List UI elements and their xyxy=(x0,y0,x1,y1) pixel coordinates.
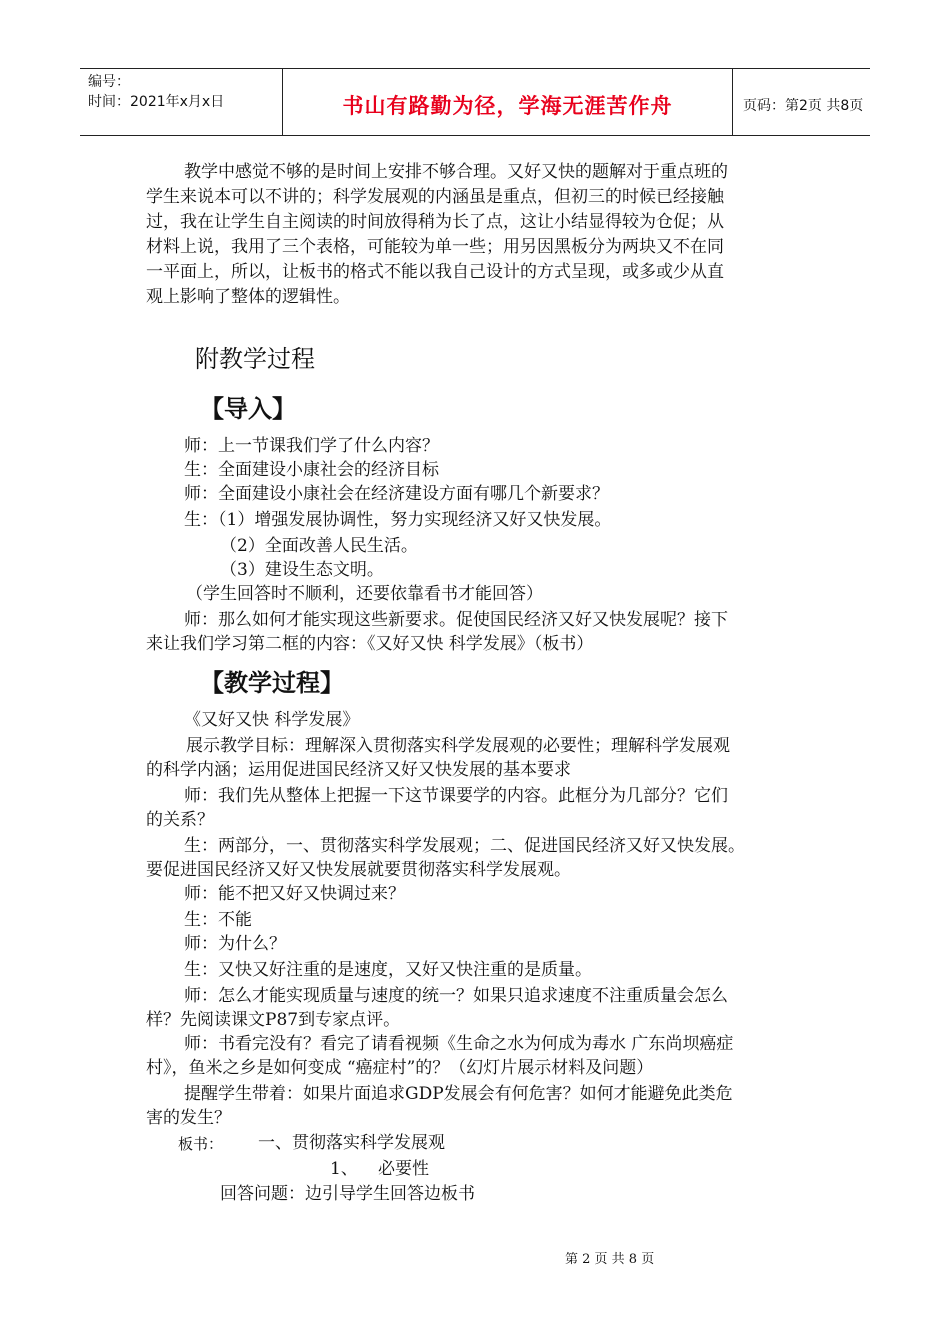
board-sub-text: 必要性 xyxy=(378,1159,429,1179)
dialogue-line: 师：那么如何才能实现这些新要求。促使国民经济又好又快发展呢？接下 xyxy=(184,610,728,630)
board-label: 板书： xyxy=(178,1135,224,1153)
process-line: 样？先阅读课文P87到专家点评。 xyxy=(146,1010,401,1030)
header-page-info: 页码：第2页 共8页 xyxy=(743,98,864,114)
appendix-title: 附教学过程 xyxy=(195,345,315,373)
process-line: 师：书看完没有？看完了请看视频《生命之水为何成为毒水 广东尚坝癌症 xyxy=(184,1034,734,1054)
answer-line: 回答问题：边引导学生回答边板书 xyxy=(220,1184,475,1204)
paragraph-line: 学生来说本可以不讲的；科学发展观的内涵虽是重点，但初三的时候已经接触 xyxy=(146,187,724,207)
dialogue-line: （2）全面改善人民生活。 xyxy=(220,536,418,556)
process-line: 生：又快又好注重的是速度，又好又快注重的是质量。 xyxy=(184,960,592,980)
header-motto: 书山有路勤为径，学海无涯苦作舟 xyxy=(283,69,733,135)
board-item: 一、贯彻落实科学发展观 xyxy=(258,1133,445,1153)
process-line: 生：不能 xyxy=(184,910,252,930)
process-line: 《又好又快 科学发展》 xyxy=(184,710,360,730)
process-line: 师：我们先从整体上把握一下这节课要学的内容。此框分为几部分？它们 xyxy=(184,786,728,806)
process-line: 村》，鱼米之乡是如何变成 “癌症村”的？（幻灯片展示材料及问题） xyxy=(146,1058,654,1078)
dialogue-line: （学生回答时不顺利，还要依靠看书才能回答） xyxy=(186,584,543,604)
header-meta xyxy=(80,69,283,135)
process-line: 师：为什么？ xyxy=(184,934,286,954)
intro-heading: 【导入】 xyxy=(200,394,296,423)
paragraph-line: 教学中感觉不够的是时间上安排不够合理。又好又快的题解对于重点班的 xyxy=(184,162,728,182)
page-header xyxy=(80,68,870,136)
process-line: 的关系？ xyxy=(146,810,214,830)
dialogue-line: 生：全面建设小康社会的经济目标 xyxy=(184,460,439,480)
process-line: 害的发生？ xyxy=(146,1108,231,1128)
process-line: 展示教学目标：理解深入贯彻落实科学发展观的必要性；理解科学发展观 xyxy=(186,736,730,756)
dialogue-line: 师：全面建设小康社会在经济建设方面有哪几个新要求？ xyxy=(184,484,609,504)
process-line: 师：怎么才能实现质量与速度的统一？如果只追求速度不注重质量会怎么 xyxy=(184,986,728,1006)
number-label: 编号： xyxy=(88,74,130,90)
paragraph-line: 观上影响了整体的逻辑性。 xyxy=(146,287,350,307)
dialogue-line: 生：（1）增强发展协调性，努力实现经济又好又快发展。 xyxy=(184,510,612,530)
date-label: 时间：2021年x月x日 xyxy=(88,94,225,110)
paragraph-line: 过，我在让学生自主阅读的时间放得稍为长了点，这让小结显得较为仓促；从 xyxy=(146,212,724,232)
process-heading: 【教学过程】 xyxy=(200,668,344,697)
page-footer: 第 2 页 共 8 页 xyxy=(565,1252,655,1267)
paragraph-line: 材料上说，我用了三个表格，可能较为单一些；用另因黑板分为两块又不在同 xyxy=(146,237,724,257)
paragraph-line: 一平面上，所以，让板书的格式不能以我自己设计的方式呈现，或多或少从直 xyxy=(146,262,724,282)
dialogue-line: 来让我们学习第二框的内容：《又好又快 科学发展》（板书） xyxy=(146,634,594,654)
board-sub-number: 1、 xyxy=(330,1159,358,1179)
process-line: 要促进国民经济又好又快发展就要贯彻落实科学发展观。 xyxy=(146,860,571,880)
dialogue-line: 师：上一节课我们学了什么内容？ xyxy=(184,436,439,456)
process-line: 提醒学生带着：如果片面追求GDP发展会有何危害？如何才能避免此类危 xyxy=(184,1084,733,1104)
process-line: 师：能不把又好又快调过来？ xyxy=(184,884,405,904)
process-line: 生：两部分，一、贯彻落实科学发展观；二、促进国民经济又好又快发展。 xyxy=(184,836,745,856)
process-line: 的科学内涵；运用促进国民经济又好又快发展的基本要求 xyxy=(146,760,571,780)
dialogue-line: （3）建设生态文明。 xyxy=(220,560,384,580)
